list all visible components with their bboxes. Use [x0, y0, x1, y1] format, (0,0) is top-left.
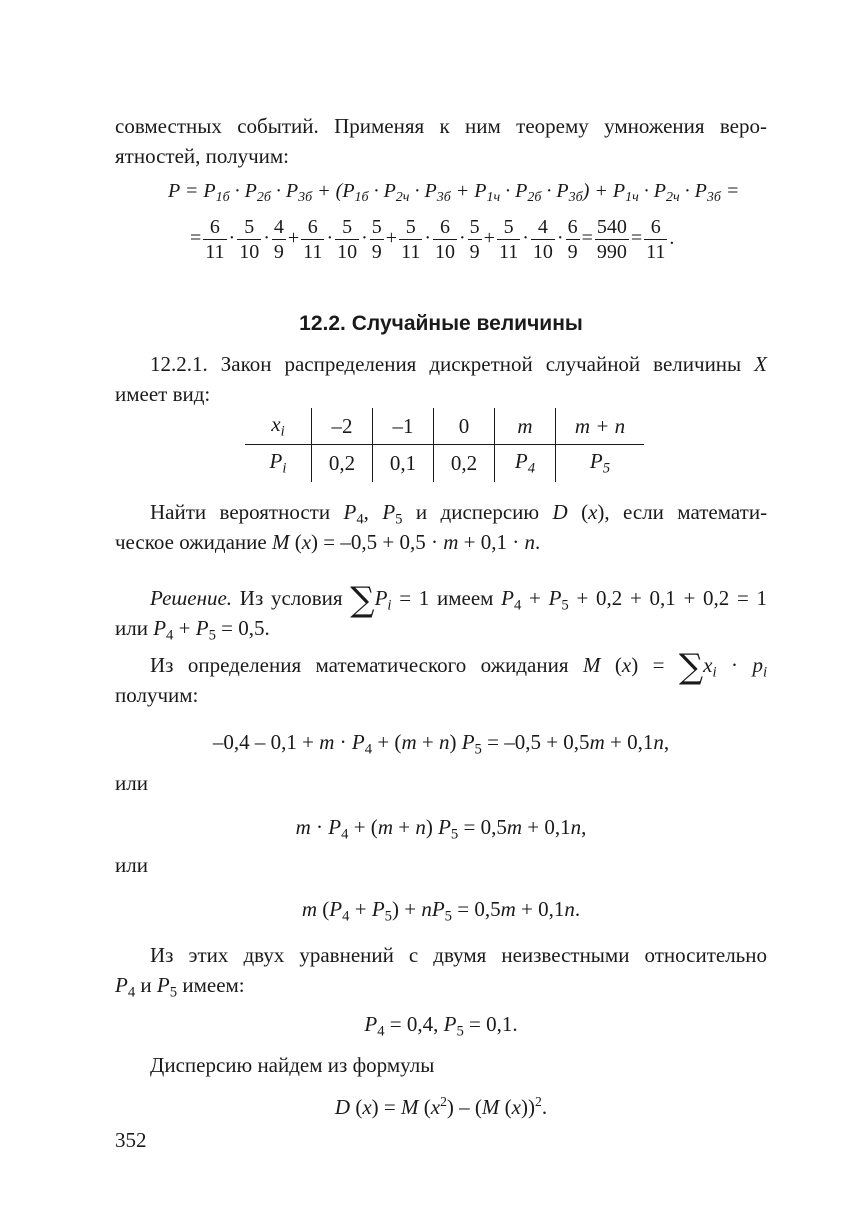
or-1: или: [115, 771, 148, 795]
problem-line-1: 12.2.1. Закон распределения дискретной случайной величины X: [150, 352, 767, 376]
solution-line-1: Решение. Из условия $\sum P_i = 1$ имеем $P_4 + P_5 + 0,2 + 0,1 + 0,2 = 1$: [150, 580, 768, 620]
fraction: $\frac{5}{10}$: [239, 216, 260, 263]
two-equations-line-1: Из этих двух уравнений с двумя неизвестными относительно: [150, 943, 767, 967]
two-equations-line-2: $P_4$ и $P_5$ имеем:: [115, 973, 245, 1001]
equation-2: $m \cdot P_4 + (m + n) P_5 = 0,5m + 0,1n$,: [295, 815, 587, 843]
probability-formula-line2: = $\frac{6}{11}$ · $\frac{5}{10}$ · $\frac{4}{9}$ + $\frac{6}{11}$ · $\frac{5}{10}$ · $\frac{5}{9}$ + $\frac{5}{11}$ · $\frac{6}{10}$ · $\frac{5}{9}$ + $\frac{5}{11}$ · $\frac{4}{10}$ · $\frac{6}{9}$ = $\frac{540}{990}$ = $\frac{6}{11}$ .: [190, 216, 675, 263]
fraction: $\frac{5}{11}$: [498, 216, 519, 263]
fraction: $\frac{4}{10}$: [532, 216, 553, 263]
problem-line-2: имеет вид:: [115, 382, 211, 406]
page-number: 352: [115, 1128, 147, 1152]
variance-formula: D (x) = M $(x^2) - (M$ (x))$^2$.: [334, 1094, 548, 1120]
or-2: или: [115, 853, 148, 877]
table-row: $P_i$ 0,2 0,1 0,2 $P_4$ $P_5$: [245, 445, 644, 482]
find-line-2: ческое ожидание M (x) = –0,5 + 0,5 · m + 0,1 · n.: [115, 530, 541, 554]
distribution-table: [245, 408, 644, 482]
fraction: $\frac{6}{9}$: [567, 216, 578, 263]
fraction: $\frac{6}{11}$: [646, 216, 666, 263]
definition-line-2: получим:: [115, 683, 199, 707]
intro-line-1: совместных событий. Применяя к ним теорему умножения веро-: [115, 114, 767, 138]
fraction: $\frac{4}{9}$: [273, 216, 284, 263]
fraction: $\frac{6}{10}$: [435, 216, 455, 263]
definition-line-1: Из определения математического ожидания M $(x) = \sum x_i \cdot p_i$: [150, 647, 768, 687]
fraction: $\frac{540}{990}$: [596, 216, 627, 263]
fraction: $\frac{5}{9}$: [469, 216, 480, 263]
solution-line-2: или $P_4 + P_5 = 0,5$.: [115, 616, 270, 644]
table-row: $x_i$ –2 –1 0 m m + n: [245, 408, 644, 445]
variance-text: Дисперсию найдем из формулы: [150, 1053, 435, 1077]
fraction: $\frac{5}{10}$: [337, 216, 358, 263]
result-equation: $P_4 = 0,4$, $P_5 = 0,1$.: [364, 1012, 518, 1040]
equation-1: $-0,4 - 0,1 + m \cdot P_4 + (m + n) P_5 = -0,5 + 0,5m + 0,1n$,: [212, 730, 670, 758]
fraction: $\frac{5}{9}$: [371, 216, 382, 263]
intro-line-2: ятностей, получим:: [115, 144, 290, 168]
fraction: $\frac{6}{11}$: [205, 216, 225, 263]
fraction: $\frac{6}{11}$: [303, 216, 323, 263]
find-line-1: Найти вероятности $P_4$, $P_5$ и дисперсию D (x), если математи-: [150, 500, 768, 528]
equation-3: m $(P_4 + P_5) + nP_5 = 0,5m + 0,1n$.: [301, 897, 581, 925]
fraction: $\frac{5}{11}$: [401, 216, 421, 263]
section-heading: 12.2. Случайные величины: [299, 312, 583, 335]
probability-formula-line1: $P = P_{1б} \cdot P_{2б} \cdot P_{3б} + (P_{1б} \cdot P_{2ч} \cdot P_{3б} + P_{1ч} \cdot P_{2б} \cdot P_{3б}) + P_{1ч} \cdot P_{2ч} \cdot P_{3б}$ =: [168, 180, 740, 206]
